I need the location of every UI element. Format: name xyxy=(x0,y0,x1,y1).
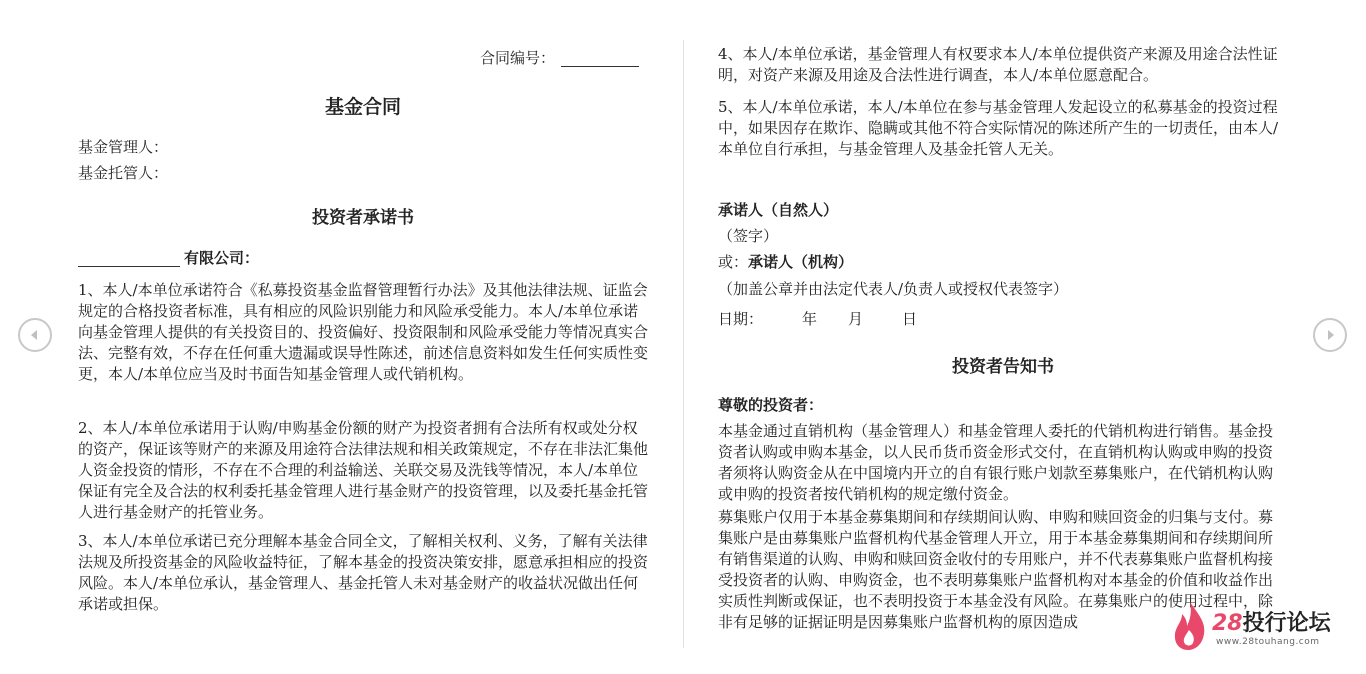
fund-custodian-label: 基金托管人： xyxy=(78,164,169,182)
right-page xyxy=(718,0,1288,674)
commitment-clause-3: 3、本人/本单位承诺已充分理解本基金合同全文，了解相关权利、义务，了解有关法律法规及所投资基金的风险收益特征，了解本基金的投资决策安排，愿意承担相应的投资风险。本人/本单位承认，基金管理人、基金托管人未对基金财产的收益状况做出任何承诺或担保。 xyxy=(78,532,649,613)
watermark-brand xyxy=(1212,606,1331,637)
chevron-left-icon xyxy=(28,328,42,342)
date-year: 年 xyxy=(802,310,818,328)
institution-signer-label: 承诺人（机构） xyxy=(748,253,854,271)
contract-number-line xyxy=(480,48,639,69)
natural-person-signer-label: 承诺人（自然人） xyxy=(718,201,839,219)
company-suffix: 有限公司： xyxy=(184,249,260,267)
flame-logo-icon xyxy=(1170,600,1210,652)
commitment-clause-1: 1、本人/本单位承诺符合《私募投资基金监督管理暂行办法》及其他法律法规、证监会规定的合格投资者标准，具有相应的风险识别能力和风险承受能力。本人/本单位承诺向基金管理人提供的有关投资目的、投资偏好、投资限制和风险承受能力等情况真实合法、完整有效，不存在任何重大遗漏或误导性陈述，前述信息资料如发生任何实质性变更，本人/本单位应当及时书面告知基金管理人或代销机构。 xyxy=(78,281,649,383)
notice-greeting: 尊敬的投资者： xyxy=(718,396,824,414)
date-line xyxy=(718,309,1283,330)
commitment-clause-5: 5、本人/本单位承诺，本人/本单位在参与基金管理人发起设立的私募基金的投资过程中，如果因存在欺诈、隐瞒或其他不符合实际情况的陈述所产生的一切责任，由本人/本单位自行承担，与基金管理人及基金托管人无关。 xyxy=(718,98,1279,158)
or-prefix: 或： xyxy=(718,253,749,271)
company-addressee xyxy=(78,248,259,269)
watermark-brand-number: 28 xyxy=(1212,611,1243,636)
site-watermark xyxy=(1170,600,1350,654)
date-label: 日期： xyxy=(718,310,764,328)
signature-note: （签字） xyxy=(718,227,779,245)
notice-paragraph-1: 本基金通过直销机构（基金管理人）和基金管理人委托的代销机构进行销售。基金投资者认购或申购本基金，以人民币货币资金形式交付，在直销机构认购或申购的投资者须将认购资金从在中国境内开立的自有银行账户划款至募集账户，在代销机构认购或申购的投资者按代销机构的规定缴付资金。 xyxy=(718,422,1274,503)
left-page xyxy=(78,0,648,674)
next-page-button[interactable] xyxy=(1313,318,1347,352)
fund-manager-label: 基金管理人： xyxy=(78,138,169,156)
investor-commitment-title: 投资者承诺书 xyxy=(312,208,414,228)
seal-note: （加盖公章并由法定代表人/负责人或授权代表签字） xyxy=(718,280,1069,298)
document-title: 基金合同 xyxy=(324,96,401,118)
previous-page-button[interactable] xyxy=(18,318,52,352)
watermark-url: www.28touhang.com xyxy=(1216,637,1320,647)
date-month: 月 xyxy=(848,310,864,328)
commitment-clause-4: 4、本人/本单位承诺，基金管理人有权要求本人/本单位提供资产来源及用途合法性证明，对资产来源及用途及合法性进行调查，本人/本单位愿意配合。 xyxy=(718,45,1278,84)
chevron-right-icon xyxy=(1323,328,1337,342)
institution-signer-line xyxy=(718,252,1283,273)
investor-notice-title: 投资者告知书 xyxy=(952,357,1054,377)
company-name-blank xyxy=(78,252,180,267)
watermark-brand-text: 投行论坛 xyxy=(1242,611,1331,636)
contract-number-label: 合同编号： xyxy=(480,49,556,67)
commitment-clause-2: 2、本人/本单位承诺用于认购/申购基金份额的财产为投资者拥有合法所有权或处分权的资产，保证该等财产的来源及用途符合法律法规和相关政策规定，不存在非法汇集他人资金投资的情形，不存在不合理的利益输送、关联交易及洗钱等情况，本人/本单位保证有完全及合法的权利委托基金管理人进行基金财产的投资管理，以及委托基金托管人进行基金财产的托管业务。 xyxy=(78,419,649,521)
notice-paragraph-2: 募集账户仅用于本基金募集期间和存续期间认购、申购和赎回资金的归集与支付。募集账户是由募集账户监督机构代基金管理人开立，用于本基金募集期间和存续期间所有销售渠道的认购、申购和赎回资金收付的专用账户，并不代表募集账户监督机构接受投资者的认购、申购资金，也不表明募集账户监督机构对本基金的价值和收益作出实质性判断或保证，也不表明投资于本基金没有风险。在募集账户的使用过程中，除非有足够的证据证明是因募集账户监督机构的原因造成 xyxy=(718,508,1274,631)
contract-number-blank xyxy=(561,52,639,67)
date-day: 日 xyxy=(902,310,918,328)
page-divider xyxy=(683,40,684,648)
